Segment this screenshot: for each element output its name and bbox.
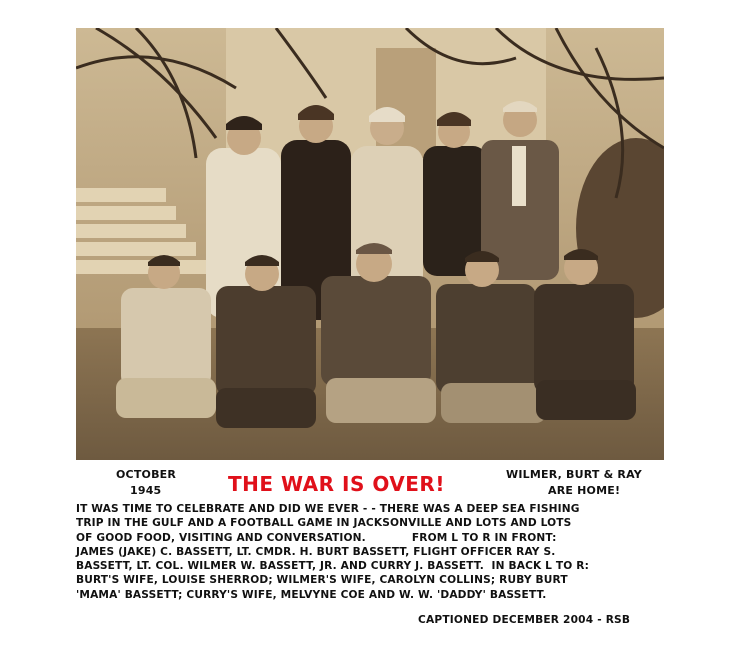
caption-line: OF GOOD FOOD, VISITING AND CONVERSATION. FROM L TO R IN FRONT: bbox=[76, 531, 557, 544]
date-month: OCTOBER bbox=[116, 468, 177, 481]
caption-line: 'MAMA' BASSETT; CURRY'S WIFE, MELVYNE COE AND W. W. 'DADDY' BASSETT. bbox=[76, 588, 547, 601]
home-announcement-line1: WILMER, BURT & RAY bbox=[506, 468, 642, 481]
caption-body bbox=[76, 502, 676, 602]
caption-line: BURT'S WIFE, LOUISE SHERROD; WILMER'S WIFE, CAROLYN COLLINS; RUBY BURT bbox=[76, 574, 568, 587]
caption-line: JAMES (JAKE) C. BASSETT, LT. CMDR. H. BURT BASSETT, FLIGHT OFFICER RAY S. bbox=[76, 545, 556, 558]
home-announcement-line2: ARE HOME! bbox=[548, 484, 621, 497]
caption-line: BASSETT, LT. COL. WILMER W. BASSETT, JR. AND CURRY J. BASSETT. IN BACK L TO R: bbox=[76, 560, 589, 573]
family-photograph bbox=[76, 28, 664, 460]
caption-line: TRIP IN THE GULF AND A FOOTBALL GAME IN JACKSONVILLE AND LOTS AND LOTS bbox=[76, 517, 572, 530]
caption-line: IT WAS TIME TO CELEBRATE AND DID WE EVER - - THERE WAS A DEEP SEA FISHING bbox=[76, 503, 580, 515]
date-year: 1945 bbox=[130, 484, 162, 497]
headline: THE WAR IS OVER! bbox=[228, 472, 445, 496]
caption-credit: CAPTIONED DECEMBER 2004 - RSB bbox=[418, 614, 631, 626]
sepia-photo-illustration bbox=[76, 28, 664, 460]
